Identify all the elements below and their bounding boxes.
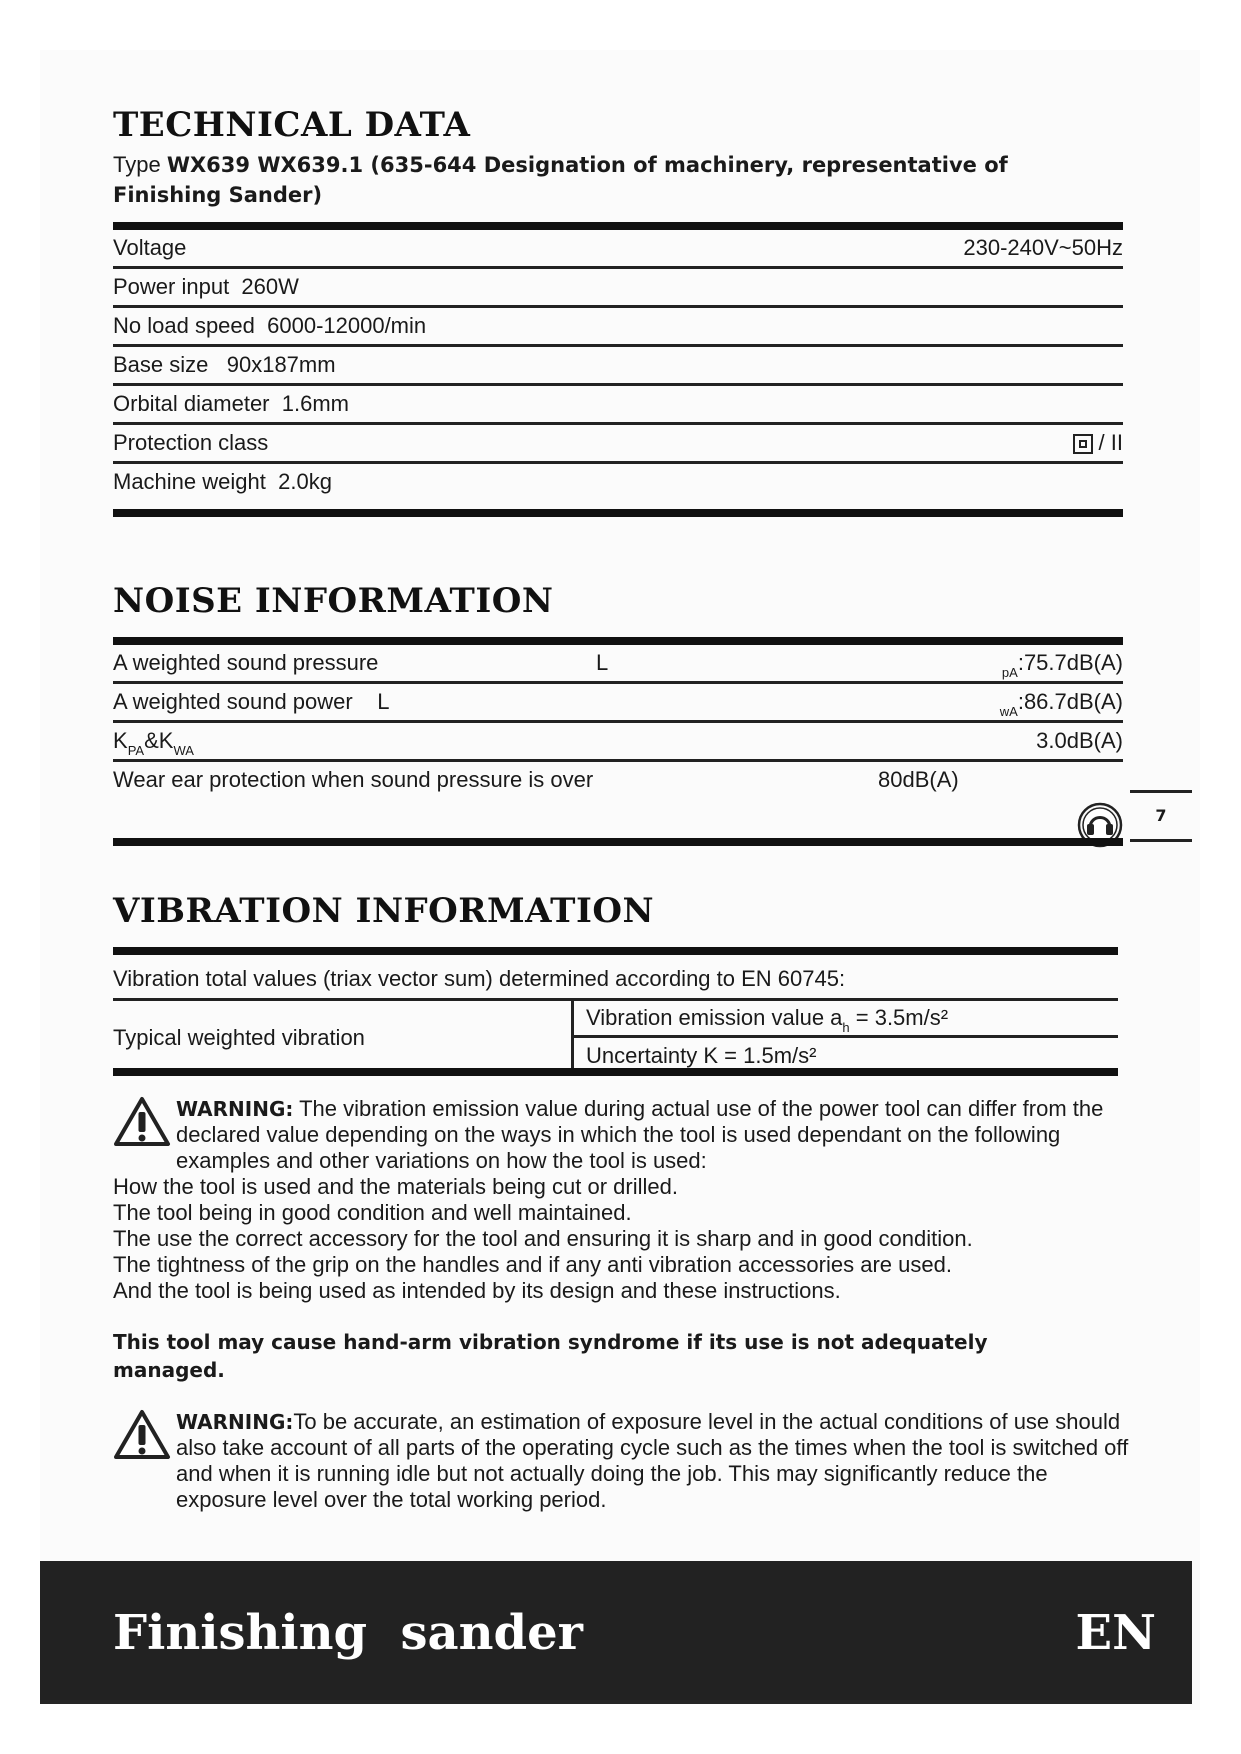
table-row: [113, 762, 1123, 842]
warning-1-line: And the tool is being used as intended by its design and these instructions.: [113, 1278, 841, 1303]
voltage-value: 230-240V~50Hz: [963, 235, 1123, 260]
power-input: [113, 269, 299, 305]
vibration-top-rule: [113, 947, 1118, 955]
table-row: [113, 684, 1123, 723]
table-row: [113, 269, 1123, 308]
warning-1-line: The tightness of the grip on the handles and if any anti vibration accessories are used.: [113, 1252, 952, 1277]
sound-pressure-symbol: L: [596, 650, 609, 675]
warning-2-label: WARNING:: [176, 1410, 294, 1434]
no-load-speed: [113, 308, 426, 344]
protection-class-text: / II: [1098, 430, 1123, 455]
k-uncertainty-value: 3.0dB(A): [1036, 728, 1123, 753]
base-size-label: Base size: [113, 352, 209, 377]
orbital-diameter-value: 1.6mm: [281, 391, 349, 416]
technical-table: [113, 230, 1123, 500]
table-row: [113, 230, 1123, 269]
table-top-rule: [113, 222, 1123, 230]
vibration-bottom-rule: [113, 1068, 1118, 1076]
table-row: [113, 464, 1123, 500]
table-row: [113, 645, 1123, 684]
power-input-value: 260W: [241, 274, 299, 299]
footer-language: EN: [1075, 1605, 1156, 1661]
sound-pressure-label: A weighted sound pressure: [113, 650, 379, 675]
ear-protection-value: 80dB(A): [878, 767, 959, 792]
orbital-diameter: [113, 386, 349, 422]
warning-1-text: [113, 1096, 1133, 1174]
power-input-label: Power input: [113, 274, 230, 299]
typical-weighted-vibration: Typical weighted vibration: [113, 1001, 574, 1074]
table-bottom-rule: [113, 509, 1123, 517]
noise-bottom-rule: [113, 838, 1123, 846]
sound-power-symbol: L: [377, 689, 390, 714]
warning-1: [113, 1096, 1133, 1304]
machine-weight-label: Machine weight: [113, 469, 266, 494]
warning-1-label: WARNING:: [176, 1097, 294, 1121]
vibration-intro: Vibration total values (triax vector sum) determined according to EN 60745:: [113, 960, 1118, 1001]
machine-weight-value: 2.0kg: [278, 469, 332, 494]
vibration-table: [113, 960, 1118, 1074]
table-row: [113, 308, 1123, 347]
vibration-information-heading: VIBRATION INFORMATION: [113, 891, 655, 931]
page-number: 7: [1130, 790, 1192, 842]
sound-power-text: A weighted sound power: [113, 689, 353, 714]
emission-sub: h: [842, 1020, 850, 1035]
vibration-uncertainty: Uncertainty K = 1.5m/s²: [586, 1043, 817, 1068]
ear-protection-label: Wear ear protection when sound pressure is over: [113, 767, 594, 792]
noise-top-rule: [113, 637, 1123, 645]
vibration-emission-value: [574, 1001, 1118, 1038]
emission-value: = 3.5m/s²: [849, 1005, 949, 1030]
no-load-speed-label: No load speed: [113, 313, 255, 338]
footer-title: Finishing sander: [113, 1605, 583, 1661]
table-row: [113, 425, 1123, 464]
k-uncertainty-label: [113, 723, 194, 762]
hav-note: This tool may cause hand-arm vibration syndrome if its use is not adequately managed.: [113, 1330, 988, 1382]
warning-triangle-icon: [113, 1409, 171, 1461]
type-label: Type: [113, 152, 161, 177]
sound-pressure-value: [1002, 645, 1123, 684]
machine-weight: [113, 464, 332, 500]
technical-data-heading: TECHNICAL DATA: [113, 105, 471, 145]
type-line: [113, 150, 1033, 210]
warning-triangle-icon: [113, 1096, 171, 1148]
warning-1-line: How the tool is used and the materials being cut or drilled.: [113, 1174, 678, 1199]
k-pa-sub: PA: [127, 743, 145, 758]
warning-1-body: The vibration emission value during actual use of the power tool can differ from the declared value depending on the ways in which the tool is used dependant on the following examples and other variations on how the tool is used:: [176, 1096, 1104, 1173]
protection-class-value: [1073, 425, 1123, 461]
sound-power-value: [1000, 684, 1123, 723]
warning-2: [113, 1409, 1133, 1513]
k-wa-sub: WA: [173, 743, 194, 758]
no-load-speed-value: 6000-12000/min: [267, 313, 427, 338]
base-size-value: 90x187mm: [226, 352, 336, 377]
warning-1-line: The use the correct accessory for the tool and ensuring it is sharp and in good condition.: [113, 1226, 973, 1251]
warning-1-line: The tool being in good condition and well maintained.: [113, 1200, 632, 1225]
warning-2-text: [113, 1409, 1133, 1513]
table-row: [113, 386, 1123, 425]
orbital-diameter-label: Orbital diameter: [113, 391, 270, 416]
sound-power-sub: wA: [999, 704, 1018, 719]
k-amp: &: [144, 728, 159, 753]
table-row: [113, 723, 1123, 762]
voltage-label: Voltage: [113, 235, 187, 260]
base-size: [113, 347, 336, 383]
warning-2-body: To be accurate, an estimation of exposure level in the actual conditions of use should also take account of all parts of the operating cycle such as the times when the tool is switched off and when it is running idle but not actually doing the job. This may significantly reduce the exposure level over the total working period.: [176, 1409, 1129, 1512]
noise-table: [113, 645, 1123, 842]
k-wa-symbol: K: [158, 728, 174, 753]
footer-bar: [40, 1561, 1192, 1704]
type-value: WX639 WX639.1 (635-644 Designation of machinery, representative of Finishing Sander): [113, 153, 1008, 207]
emission-label: Vibration emission value a: [586, 1005, 843, 1030]
sound-pressure-number: :75.7dB(A): [1017, 650, 1123, 675]
k-pa-symbol: K: [113, 728, 128, 753]
sound-power-number: :86.7dB(A): [1017, 689, 1123, 714]
sound-power-label: [113, 684, 389, 720]
noise-information-heading: NOISE INFORMATION: [113, 581, 554, 621]
table-row: [113, 347, 1123, 386]
sound-pressure-sub: pA: [1001, 665, 1018, 680]
protection-class-label: Protection class: [113, 430, 269, 455]
double-insulation-icon: [1073, 434, 1093, 454]
